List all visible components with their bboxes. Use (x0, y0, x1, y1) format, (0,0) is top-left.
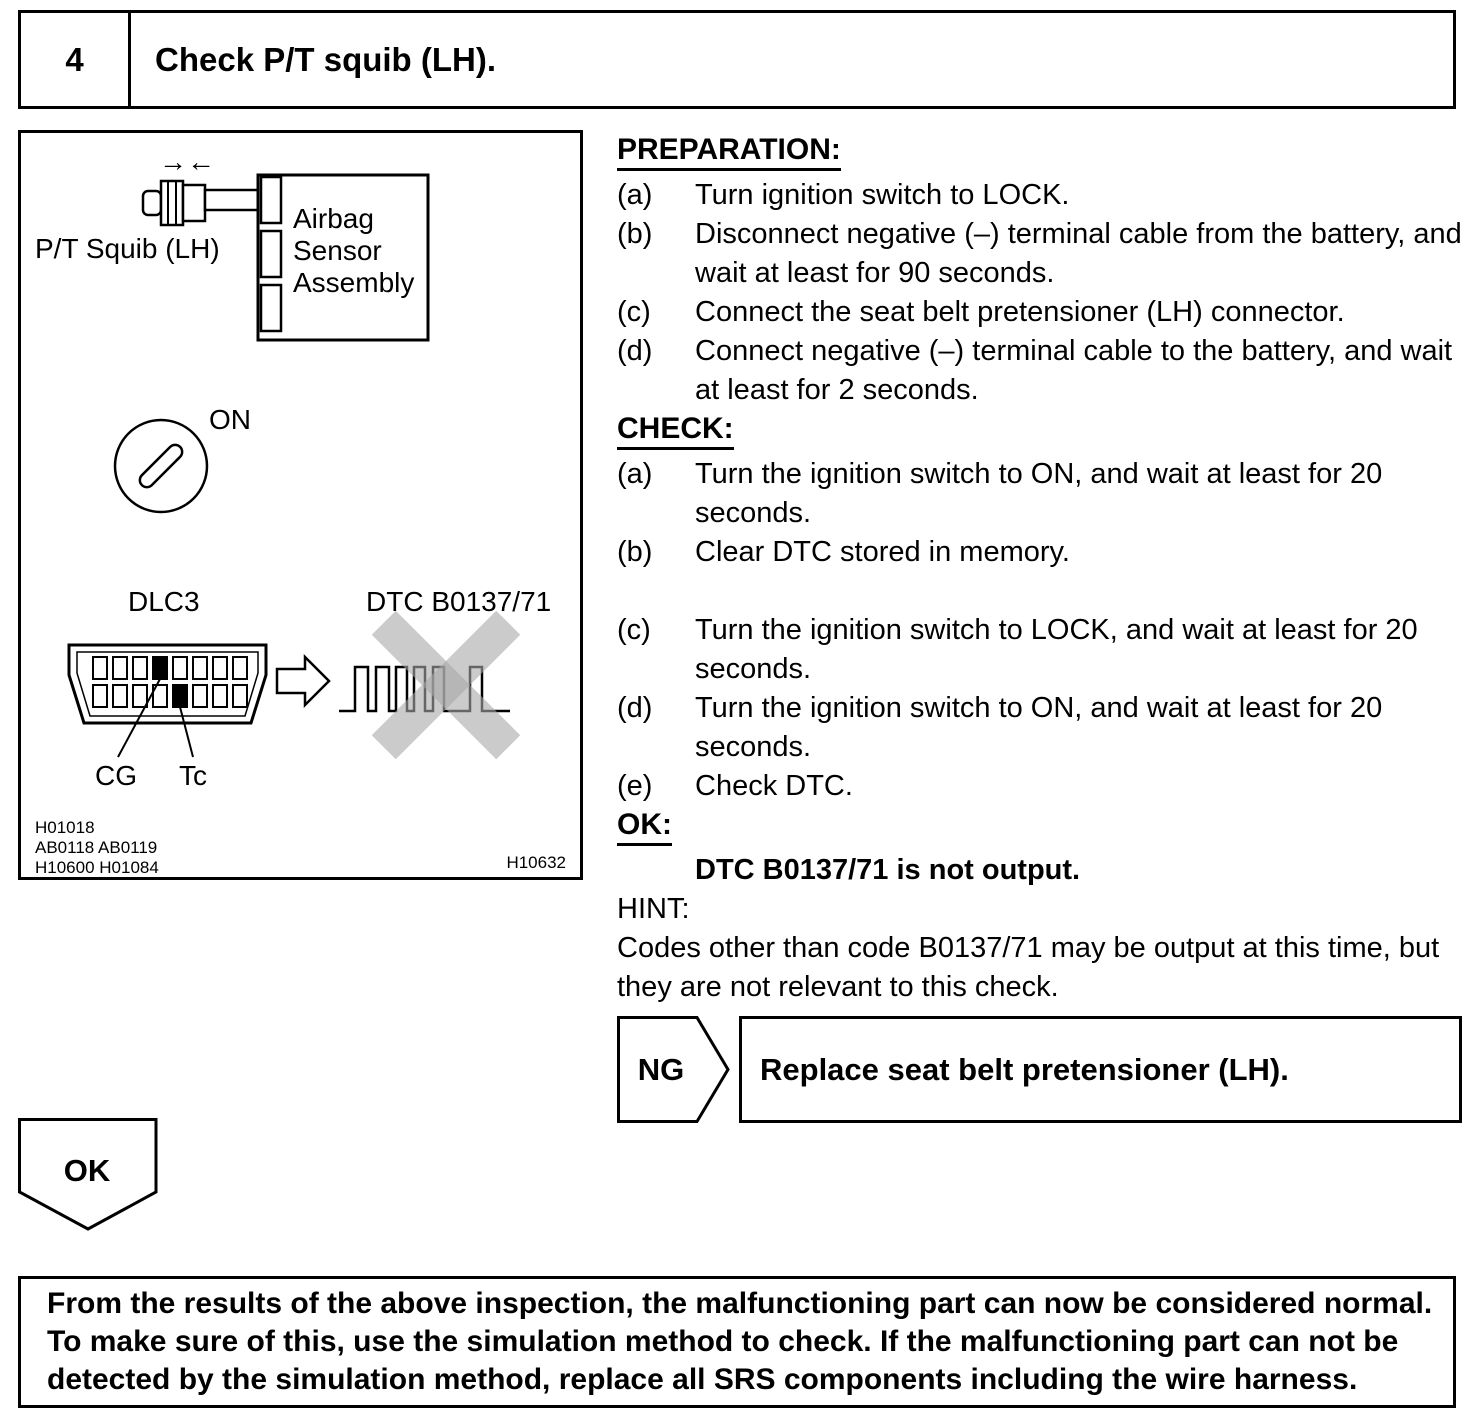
step-label: (a) (617, 179, 653, 211)
sensor-label-line2: Sensor (293, 235, 382, 266)
mating-arrows-icon: →← (159, 146, 215, 177)
check-heading: CHECK: (617, 412, 734, 450)
step-text: Connect the seat belt pretensioner (LH) connector. (695, 296, 1345, 328)
prep-step-c (617, 293, 1462, 332)
squib-connector-icon (143, 181, 261, 225)
prep-step-d (617, 332, 1462, 410)
ng-flag-icon (617, 1016, 731, 1123)
step-label: (b) (617, 536, 653, 568)
implies-arrow-icon (277, 657, 329, 705)
pin-cg-label: CG (95, 760, 137, 791)
figure-diagram (21, 133, 580, 877)
figure-code-right: H10632 (506, 853, 566, 872)
step-text: Turn the ignition switch to ON, and wait at least for 20 seconds. (695, 692, 1383, 763)
dtc-label: DTC B0137/71 (366, 586, 552, 617)
hint-heading: HINT: (617, 893, 690, 925)
step-title: Check P/T squib (LH). (155, 40, 497, 78)
procedure-column (617, 131, 1462, 1123)
x-cross-icon (372, 611, 520, 759)
step-header (18, 10, 1456, 109)
step-label: (e) (617, 770, 653, 802)
ok-result-text: DTC B0137/71 is not output. (695, 854, 1081, 886)
step-label: (c) (617, 614, 651, 646)
ignition-switch-icon (115, 420, 207, 512)
check-step-d (617, 689, 1462, 767)
sensor-label-line3: Assembly (293, 267, 415, 298)
ng-action-box: Replace seat belt pretensioner (LH). (739, 1016, 1462, 1123)
check-step-e (617, 767, 1462, 806)
step-text: Turn ignition switch to LOCK. (695, 179, 1070, 211)
dtc-waveform-icon (339, 611, 520, 759)
step-text: Turn the ignition switch to ON, and wait at least for 20 seconds. (695, 458, 1383, 529)
check-step-a (617, 455, 1462, 533)
step-text: Turn the ignition switch to LOCK, and wait at least for 20 seconds. (695, 614, 1418, 685)
sensor-label-line1: Airbag (293, 203, 374, 234)
ok-flow-label: OK (63, 1153, 111, 1188)
dlc3-connector-icon (69, 645, 266, 757)
squib-label: P/T Squib (LH) (35, 233, 220, 264)
step-number: 4 (21, 13, 131, 106)
step-label: (b) (617, 218, 653, 250)
ng-branch (617, 1016, 1462, 1123)
step-text: Connect negative (–) terminal cable to the battery, and wait at least for 2 seconds. (695, 335, 1453, 406)
figure-panel (18, 130, 583, 880)
conclusion-note: From the results of the above inspection, the malfunctioning part can now be considered normal. To make sure of this, use the simulation method to check. If the malfunctioning part can not be detected by the simulation method, replace all SRS components including the wire harness. (18, 1276, 1456, 1408)
ok-flag-icon (18, 1118, 158, 1232)
step-label: (a) (617, 458, 653, 490)
step-label: (d) (617, 335, 653, 367)
step-label: (c) (617, 296, 651, 328)
check-step-b (617, 533, 1462, 572)
figure-code-line3: H10600 H01084 (35, 858, 159, 877)
step-text: Disconnect negative (–) terminal cable from the battery, and wait at least for 90 seconds. (695, 218, 1462, 289)
ok-flow-marker (18, 1118, 158, 1237)
pin-tc-label: Tc (179, 760, 207, 791)
figure-code-line1: H01018 (35, 818, 95, 837)
figure-code-line2: AB0118 AB0119 (35, 838, 158, 857)
preparation-heading: PREPARATION: (617, 133, 841, 171)
hint-text: Codes other than code B0137/71 may be output at this time, but they are not relevant to this check. (617, 932, 1440, 1003)
prep-step-b (617, 215, 1462, 293)
prep-step-a (617, 176, 1462, 215)
step-label: (d) (617, 692, 653, 724)
step-text: Clear DTC stored in memory. (695, 536, 1070, 568)
ignition-on-label: ON (209, 404, 251, 435)
step-text: Check DTC. (695, 770, 853, 802)
check-step-c (617, 611, 1462, 689)
dlc3-label: DLC3 (128, 586, 200, 617)
ok-heading: OK: (617, 808, 672, 846)
ng-label: NG (637, 1052, 685, 1087)
